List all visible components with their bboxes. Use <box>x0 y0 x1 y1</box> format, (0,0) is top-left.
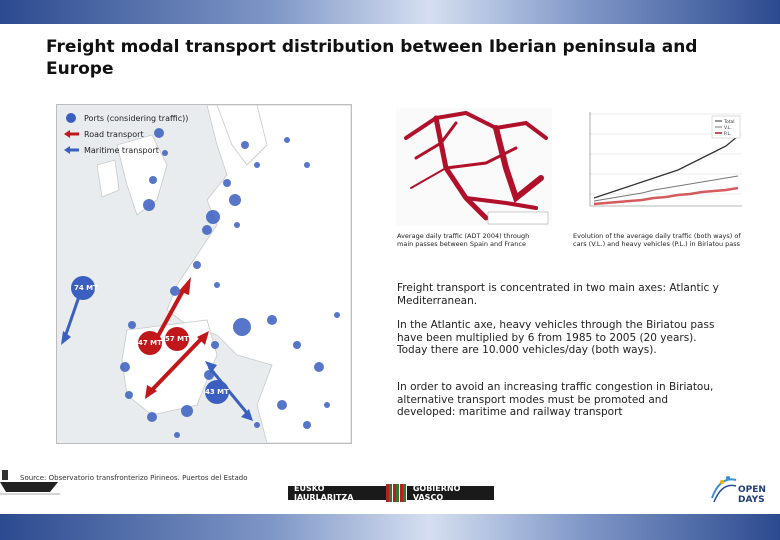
legend-maritime-label: Maritime transport <box>84 145 159 155</box>
biriatou-chart <box>556 106 752 230</box>
med-road-label: 57 MT <box>165 335 189 343</box>
gov-name-basque: EUSKO JAURLARITZA <box>288 486 386 500</box>
open-days-logo <box>706 470 768 510</box>
med-maritime-label: 43 MT <box>205 388 229 396</box>
paragraph-congestion: In order to avoid an increasing traffic congestion in Biriatou, alternative transport modes must be promoted and developed: maritime and railway transport <box>397 381 714 418</box>
biriatou-chart-caption: Evolution of the average daily traffic (both ways) of cars (V.L.) and heavy vehicles (P.L.) in Biriatou pass <box>573 232 741 248</box>
paragraph-axes: Freight transport is concentrated in two main axes: Atlantic y Mediterranean. <box>397 282 719 307</box>
legend-maritime <box>64 142 188 158</box>
legend-ports <box>64 110 188 126</box>
chart-legend-pl: P.L. <box>724 132 732 137</box>
atlantic-maritime-label: 74 MT <box>74 284 98 292</box>
biriatou-chart-graphic <box>556 106 752 230</box>
open-days-text-2: DAYS <box>738 495 765 505</box>
legend-ports-label: Ports (considering traffic)) <box>84 113 189 123</box>
map-legend <box>64 110 188 158</box>
gov-emblem-icon <box>386 484 407 502</box>
traffic-map-caption: Average daily traffic (ADT 2004) through main passes between Spain and France <box>397 232 530 248</box>
paragraph-atlantic: In the Atlantic axe, heavy vehicles through the Biriatou pass have been multiplied by 6 from 1985 to 2005 (20 years). Today there are 10.000 vehicles/day (both ways). <box>397 319 715 356</box>
page-title: Freight modal transport distribution between Iberian peninsula and Europe <box>46 37 698 79</box>
red-arrow-icon <box>64 129 80 139</box>
legend-road-label: Road transport <box>84 129 144 139</box>
chart-legend-vl: V.L. <box>724 126 732 131</box>
ship-icon <box>0 464 60 500</box>
legend-road <box>64 126 188 142</box>
port-dot-icon <box>66 113 76 123</box>
bottom-banner <box>0 514 780 540</box>
open-days-text-1: OPEN <box>738 485 766 495</box>
source-note: Source: Observatorio transfronterizo Pirineos. Puertos del Estado <box>20 474 248 482</box>
traffic-map-graphic <box>396 108 552 226</box>
atlantic-road-label: 47 MT <box>138 339 162 347</box>
traffic-map <box>396 108 552 226</box>
open-days-emblem-icon <box>706 470 768 510</box>
basque-government-logo <box>288 482 494 504</box>
blue-arrow-icon <box>64 145 80 155</box>
top-banner <box>0 0 780 24</box>
chart-legend-total: Total <box>724 120 735 125</box>
gov-name-spanish: GOBIERNO VASCO <box>407 486 494 500</box>
